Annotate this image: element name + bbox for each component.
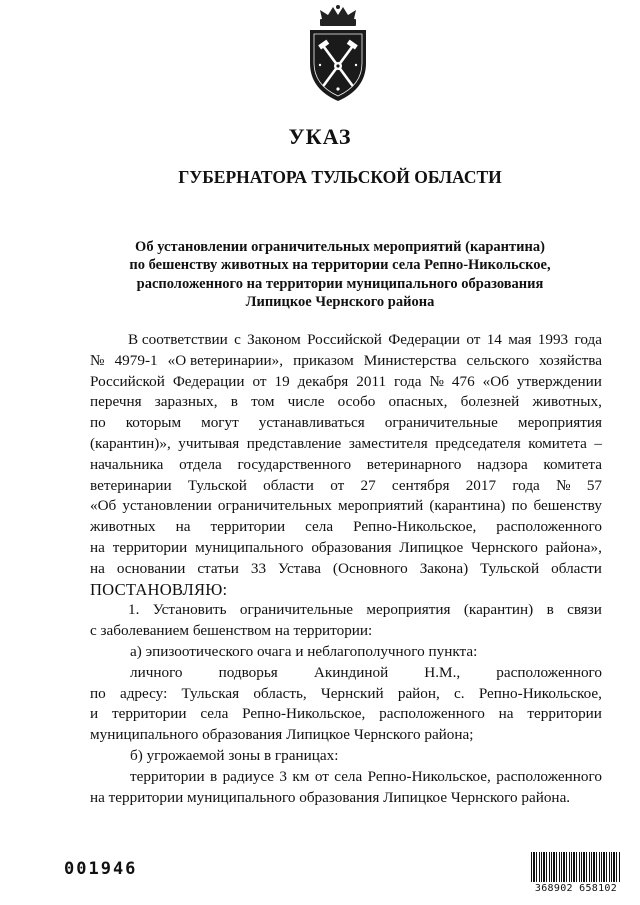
word: 3 <box>279 767 288 785</box>
word: Акиндиной <box>313 663 389 681</box>
word: 1993 <box>537 331 569 348</box>
word: Репно-Никольское, <box>367 767 491 785</box>
word: от <box>252 372 267 390</box>
word: Министерства <box>363 351 457 369</box>
word: 33 <box>250 559 267 577</box>
word: хозяйства <box>539 351 602 369</box>
word: адресу: <box>119 684 168 702</box>
item-1b-line: на территории муниципального образования Липицкое Чернского района. <box>90 788 571 806</box>
tula-region-coat-of-arms-emblem <box>296 5 380 105</box>
item-1b-title: б) угрожаемой зоны в границах: <box>130 746 339 764</box>
word: устанавливаться <box>258 414 365 432</box>
word: № <box>429 372 444 390</box>
word: бешенству <box>533 497 602 515</box>
word: км <box>292 767 310 785</box>
word: и <box>90 705 99 723</box>
word: председателя <box>435 434 521 452</box>
barcode <box>530 852 622 896</box>
preamble-line <box>90 330 602 351</box>
preamble-line <box>90 559 602 580</box>
word: области <box>551 559 602 577</box>
word: начальника <box>90 455 164 473</box>
word: по <box>511 497 528 515</box>
word: 14 <box>486 331 502 348</box>
preamble-line <box>90 455 602 476</box>
word: учитывая <box>178 434 240 452</box>
word: Репно-Никольское, <box>353 518 477 536</box>
word: В соответствии <box>128 331 228 348</box>
word: Устава <box>278 559 321 577</box>
word: радиусе <box>222 767 275 785</box>
word: опасных, <box>388 393 448 411</box>
word: Репно-Никольское, <box>242 705 366 723</box>
word: – <box>594 434 602 452</box>
word: территории <box>130 767 205 785</box>
word: «Об <box>90 497 117 515</box>
word: села <box>334 767 363 785</box>
word: Федерации <box>388 331 460 348</box>
item-1a-line <box>90 704 602 725</box>
preamble-line <box>90 517 602 538</box>
subject-line: Липицкое Чернского района <box>245 294 435 311</box>
word: связи <box>567 601 602 619</box>
word: декабря <box>297 372 349 390</box>
word: на <box>90 538 105 556</box>
word: года <box>394 372 422 390</box>
word: Чернский <box>320 684 384 702</box>
item-1-line <box>90 600 602 621</box>
word: числе <box>287 393 325 411</box>
word: в <box>546 601 554 619</box>
word: заразных, <box>154 393 218 411</box>
subject-line: расположенного на территории муниципального образования <box>136 275 544 292</box>
word: Тульской <box>187 476 247 494</box>
word: мая <box>508 331 532 348</box>
item-1a-line <box>90 684 602 705</box>
word: животных, <box>532 393 602 411</box>
word: по <box>90 684 106 702</box>
word: «О ветеринарии», <box>167 351 284 369</box>
word: ветеринарного <box>366 455 462 473</box>
word: с <box>234 331 241 348</box>
word: сельского <box>466 351 530 369</box>
preamble-line <box>90 372 602 393</box>
word: Чернского <box>471 538 538 556</box>
word: (карантин) <box>463 601 534 619</box>
word: муниципального <box>195 538 304 556</box>
word: установлении <box>122 497 212 515</box>
word: Н.М., <box>424 663 461 681</box>
word: района», <box>545 538 602 556</box>
preamble-line <box>90 392 602 413</box>
word: в <box>230 393 238 411</box>
document-serial-number: 001946 <box>64 859 138 879</box>
word: села <box>200 705 229 723</box>
word: по <box>90 414 106 432</box>
word: могут <box>201 414 239 432</box>
word: от <box>330 476 345 494</box>
word: 19 <box>274 372 290 390</box>
word: подворья <box>218 663 278 681</box>
word: надзора <box>477 455 528 473</box>
word: статьи <box>197 559 239 577</box>
decree-word: ПОСТАНОВЛЯЮ: <box>90 579 228 599</box>
word: ограничительные <box>384 414 498 432</box>
item-1a-line <box>90 663 602 684</box>
word: 2011 <box>356 372 387 390</box>
word: основании <box>116 559 186 577</box>
word: на <box>175 518 191 536</box>
word: особо <box>337 393 376 411</box>
word: приказом <box>293 351 354 369</box>
word: государственного <box>237 455 352 473</box>
word: 1. <box>128 601 140 619</box>
word: на <box>498 705 514 723</box>
word: отдела <box>179 455 222 473</box>
word: Федерации <box>172 372 245 390</box>
word: территории <box>111 705 187 723</box>
subject-line: Об установлении ограничительных мероприятий (карантина) <box>135 239 545 255</box>
word: Закона) <box>419 559 469 577</box>
decree-subject <box>90 238 590 312</box>
word: ветеринарии <box>90 476 172 494</box>
word: заместителя <box>348 434 428 452</box>
word: утверждении <box>516 372 602 390</box>
item-1b-line <box>90 767 602 788</box>
word: мероприятия <box>517 414 602 432</box>
word: территории <box>210 518 286 536</box>
word: 476 <box>451 372 475 390</box>
word: территории <box>527 705 602 723</box>
word: с. <box>454 684 465 702</box>
word: ограничительные <box>239 601 354 619</box>
word: комитета <box>528 434 587 452</box>
word: Липицкое <box>399 538 464 556</box>
word: (Основного <box>332 559 408 577</box>
word: расположенного <box>496 767 602 785</box>
word: года <box>574 331 602 348</box>
word: комитета <box>543 455 602 473</box>
word: Законом <box>247 331 301 348</box>
word: Тульская <box>181 684 240 702</box>
issuer-title: ГУБЕРНАТОРА ТУЛЬСКОЙ ОБЛАСТИ <box>178 167 502 187</box>
item-1a-line: муниципального образования Липицкое Чернского района; <box>90 726 474 744</box>
word: 57 <box>586 476 602 494</box>
barcode-number: 368902 658102 <box>534 883 618 894</box>
word: перечня <box>90 393 142 411</box>
word: том <box>251 393 275 411</box>
word: Репно-Никольское, <box>478 684 602 702</box>
word: личного <box>130 663 183 681</box>
preamble-line <box>90 351 602 372</box>
word: представление <box>246 434 342 452</box>
word: (карантина) <box>429 497 506 515</box>
barcode-bars-icon <box>531 852 621 882</box>
preamble-line <box>90 413 602 434</box>
word: «Об <box>482 372 509 390</box>
word: район, <box>397 684 440 702</box>
word: № <box>556 476 571 494</box>
word: расположенного <box>496 518 602 536</box>
decree-body <box>90 330 602 808</box>
item-1a-title: а) эпизоотического очага и неблагополучного пункта: <box>130 642 478 660</box>
word: № <box>90 351 105 369</box>
word: от <box>314 767 329 785</box>
subject-line: по бешенству животных на территории села Репно-Никольское, <box>129 257 551 274</box>
word: расположенного <box>379 705 485 723</box>
word: ограничительных <box>217 497 332 515</box>
word: сентября <box>391 476 450 494</box>
word: года <box>512 476 540 494</box>
coat-of-arms-icon <box>296 5 380 105</box>
word: Российской <box>90 372 165 390</box>
word: в <box>209 767 218 785</box>
word: которым <box>125 414 182 432</box>
word: Тульской <box>480 559 540 577</box>
word: животных <box>90 518 156 536</box>
word: мероприятий <box>337 497 424 515</box>
item-1-line: с заболеванием бешенством на территории: <box>90 622 373 640</box>
word: область, <box>253 684 307 702</box>
word: образования <box>311 538 392 556</box>
word: области <box>263 476 314 494</box>
preamble-line <box>90 434 602 455</box>
word: расположенного <box>496 663 602 681</box>
word: села <box>305 518 334 536</box>
word: 4979-1 <box>114 351 158 369</box>
word: от <box>466 331 481 348</box>
word: Установить <box>152 601 227 619</box>
word: 2017 <box>465 476 497 494</box>
word: болезней <box>460 393 520 411</box>
word: Российской <box>307 331 382 348</box>
preamble-line <box>90 476 602 497</box>
word: на <box>90 559 105 577</box>
word: 27 <box>360 476 376 494</box>
document-type-title: УКАЗ <box>288 124 352 149</box>
word: (карантин)», <box>90 434 171 452</box>
word: территории <box>112 538 188 556</box>
word: мероприятия <box>366 601 451 619</box>
preamble-line <box>90 496 602 517</box>
preamble-line <box>90 538 602 559</box>
